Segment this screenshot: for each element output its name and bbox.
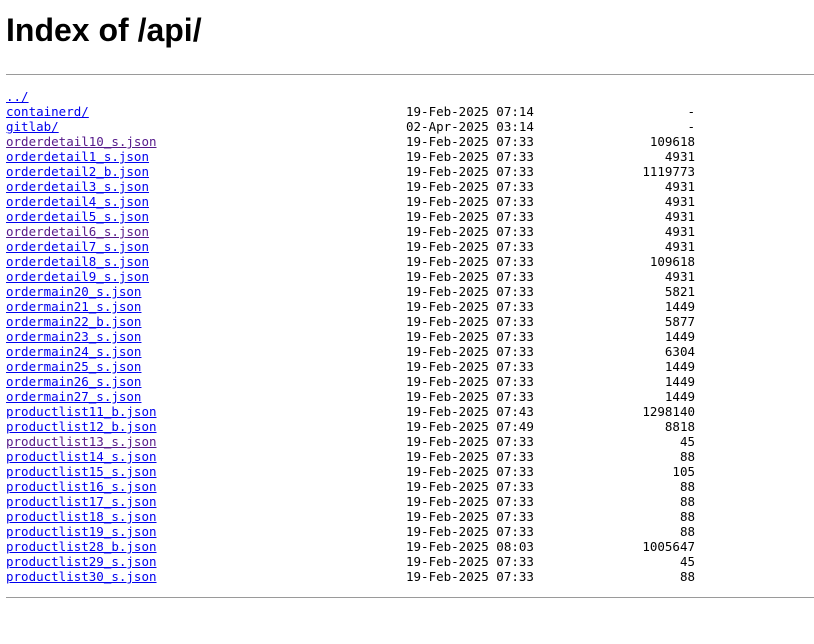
file-size: 4931 — [664, 239, 695, 254]
modified-date: 19-Feb-2025 07:14 — [406, 104, 534, 119]
file-size: 1449 — [664, 329, 695, 344]
modified-date: 19-Feb-2025 07:33 — [406, 239, 534, 254]
list-item — [6, 134, 706, 149]
modified-date: 19-Feb-2025 07:33 — [406, 464, 534, 479]
file-size: 45 — [679, 434, 695, 449]
list-item — [6, 299, 706, 314]
list-item — [6, 269, 706, 284]
file-size: 4931 — [664, 224, 695, 239]
list-item — [6, 254, 706, 269]
file-size: 88 — [679, 479, 695, 494]
file-size: 4931 — [664, 179, 695, 194]
list-item — [6, 449, 706, 464]
file-size: 4931 — [664, 194, 695, 209]
modified-date: 19-Feb-2025 07:33 — [406, 269, 534, 284]
modified-date: 19-Feb-2025 07:33 — [406, 434, 534, 449]
file-link[interactable]: productlist28_b.json — [6, 539, 157, 554]
list-item — [6, 509, 706, 524]
directory-link[interactable]: ../ — [6, 89, 29, 104]
directory-link[interactable]: containerd/ — [6, 104, 89, 119]
file-link[interactable]: orderdetail1_s.json — [6, 149, 149, 164]
file-link[interactable]: orderdetail9_s.json — [6, 269, 149, 284]
file-link[interactable]: orderdetail2_b.json — [6, 164, 149, 179]
file-size: 109618 — [649, 134, 695, 149]
list-item — [6, 149, 706, 164]
modified-date: 19-Feb-2025 07:33 — [406, 164, 534, 179]
list-item — [6, 434, 706, 449]
modified-date: 19-Feb-2025 07:33 — [406, 314, 534, 329]
modified-date: 19-Feb-2025 07:33 — [406, 149, 534, 164]
file-size: 5877 — [664, 314, 695, 329]
modified-date: 19-Feb-2025 07:33 — [406, 224, 534, 239]
file-link[interactable]: orderdetail7_s.json — [6, 239, 149, 254]
file-size: - — [687, 104, 695, 119]
modified-date: 19-Feb-2025 07:33 — [406, 194, 534, 209]
directory-link[interactable]: gitlab/ — [6, 119, 59, 134]
file-link[interactable]: productlist19_s.json — [6, 524, 157, 539]
modified-date: 19-Feb-2025 08:03 — [406, 539, 534, 554]
list-item — [6, 389, 706, 404]
list-item — [6, 374, 706, 389]
file-size: 1449 — [664, 374, 695, 389]
file-size: 1449 — [664, 359, 695, 374]
file-link[interactable]: productlist15_s.json — [6, 464, 157, 479]
file-link[interactable]: orderdetail4_s.json — [6, 194, 149, 209]
list-item — [6, 524, 706, 539]
modified-date: 19-Feb-2025 07:33 — [406, 344, 534, 359]
list-item — [6, 344, 706, 359]
file-link[interactable]: productlist18_s.json — [6, 509, 157, 524]
file-link[interactable]: productlist14_s.json — [6, 449, 157, 464]
file-link[interactable]: orderdetail5_s.json — [6, 209, 149, 224]
file-link[interactable]: ordermain25_s.json — [6, 359, 142, 374]
file-size: 8818 — [664, 419, 695, 434]
modified-date: 19-Feb-2025 07:33 — [406, 509, 534, 524]
top-divider — [6, 74, 814, 75]
modified-date: 19-Feb-2025 07:33 — [406, 134, 534, 149]
list-item — [6, 164, 706, 179]
bottom-divider — [6, 597, 814, 598]
file-link[interactable]: orderdetail8_s.json — [6, 254, 149, 269]
list-item — [6, 329, 706, 344]
file-size: 5821 — [664, 284, 695, 299]
file-link[interactable]: orderdetail10_s.json — [6, 134, 157, 149]
file-link[interactable]: productlist13_s.json — [6, 434, 157, 449]
file-size: 4931 — [664, 149, 695, 164]
list-item — [6, 104, 706, 119]
file-size: - — [687, 119, 695, 134]
list-item — [6, 179, 706, 194]
file-link[interactable]: ordermain21_s.json — [6, 299, 142, 314]
modified-date: 19-Feb-2025 07:33 — [406, 524, 534, 539]
modified-date: 19-Feb-2025 07:33 — [406, 299, 534, 314]
list-item — [6, 209, 706, 224]
list-item — [6, 569, 706, 584]
file-link[interactable]: orderdetail3_s.json — [6, 179, 149, 194]
file-size: 45 — [679, 554, 695, 569]
file-link[interactable]: ordermain23_s.json — [6, 329, 142, 344]
file-size: 88 — [679, 569, 695, 584]
list-item — [6, 284, 706, 299]
file-size: 88 — [679, 524, 695, 539]
file-link[interactable]: productlist12_b.json — [6, 419, 157, 434]
file-size: 88 — [679, 494, 695, 509]
file-size: 1119773 — [642, 164, 695, 179]
modified-date: 19-Feb-2025 07:33 — [406, 479, 534, 494]
page-title: Index of /api/ — [6, 12, 202, 48]
file-size: 88 — [679, 449, 695, 464]
list-item — [6, 194, 706, 209]
modified-date: 19-Feb-2025 07:49 — [406, 419, 534, 434]
file-link[interactable]: productlist11_b.json — [6, 404, 157, 419]
list-item — [6, 464, 706, 479]
file-size: 1449 — [664, 389, 695, 404]
file-link[interactable]: ordermain20_s.json — [6, 284, 142, 299]
modified-date: 19-Feb-2025 07:33 — [406, 359, 534, 374]
modified-date: 19-Feb-2025 07:43 — [406, 404, 534, 419]
list-item — [6, 404, 706, 419]
modified-date: 19-Feb-2025 07:33 — [406, 389, 534, 404]
list-item — [6, 494, 706, 509]
file-size: 4931 — [664, 209, 695, 224]
list-item — [6, 239, 706, 254]
list-item — [6, 119, 706, 134]
file-size: 109618 — [649, 254, 695, 269]
modified-date: 19-Feb-2025 07:33 — [406, 179, 534, 194]
file-size: 6304 — [664, 344, 695, 359]
modified-date: 19-Feb-2025 07:33 — [406, 254, 534, 269]
list-item — [6, 89, 706, 104]
file-listing — [6, 89, 706, 584]
file-size: 1449 — [664, 299, 695, 314]
modified-date: 19-Feb-2025 07:33 — [406, 569, 534, 584]
list-item — [6, 419, 706, 434]
list-item — [6, 539, 706, 554]
list-item — [6, 479, 706, 494]
modified-date: 19-Feb-2025 07:33 — [406, 284, 534, 299]
modified-date: 19-Feb-2025 07:33 — [406, 374, 534, 389]
file-link[interactable]: ordermain26_s.json — [6, 374, 142, 389]
modified-date: 19-Feb-2025 07:33 — [406, 494, 534, 509]
list-item — [6, 554, 706, 569]
list-item — [6, 224, 706, 239]
file-link[interactable]: productlist30_s.json — [6, 569, 157, 584]
modified-date: 19-Feb-2025 07:33 — [406, 329, 534, 344]
modified-date: 02-Apr-2025 03:14 — [406, 119, 534, 134]
file-link[interactable]: ordermain22_b.json — [6, 314, 142, 329]
file-size: 1005647 — [642, 539, 695, 554]
file-link[interactable]: productlist16_s.json — [6, 479, 157, 494]
list-item — [6, 359, 706, 374]
file-size: 4931 — [664, 269, 695, 284]
list-item — [6, 314, 706, 329]
file-link[interactable]: productlist17_s.json — [6, 494, 157, 509]
modified-date: 19-Feb-2025 07:33 — [406, 449, 534, 464]
modified-date: 19-Feb-2025 07:33 — [406, 554, 534, 569]
modified-date: 19-Feb-2025 07:33 — [406, 209, 534, 224]
file-size: 105 — [672, 464, 695, 479]
file-link[interactable]: orderdetail6_s.json — [6, 224, 149, 239]
file-link[interactable]: productlist29_s.json — [6, 554, 157, 569]
file-link[interactable]: ordermain24_s.json — [6, 344, 142, 359]
file-size: 88 — [679, 509, 695, 524]
file-size: 1298140 — [642, 404, 695, 419]
file-link[interactable]: ordermain27_s.json — [6, 389, 142, 404]
